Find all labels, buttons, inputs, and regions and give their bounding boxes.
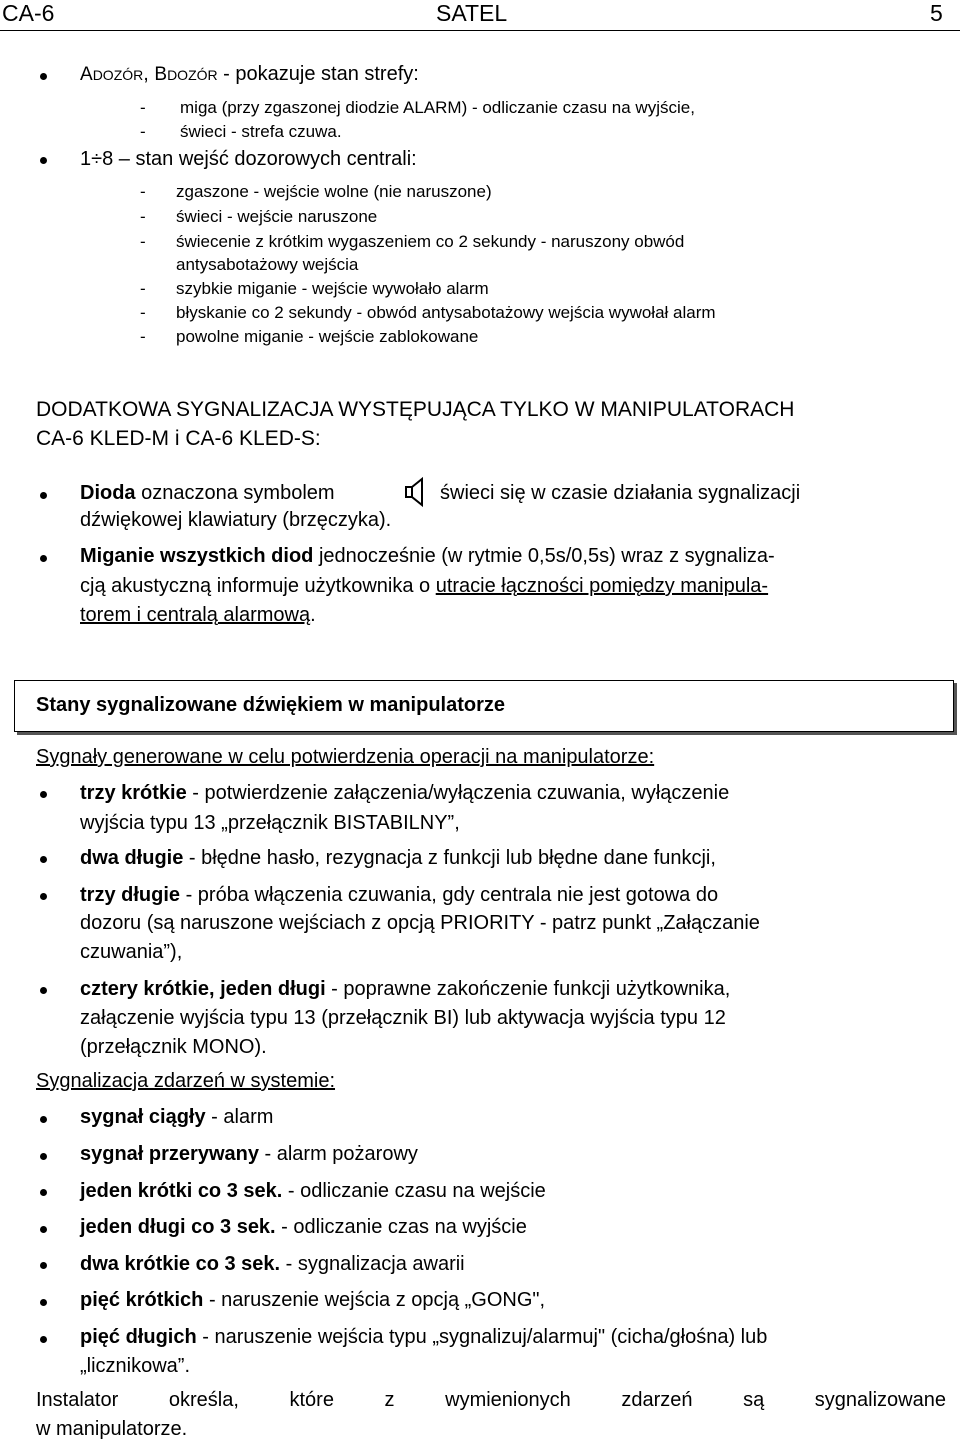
bullet	[40, 157, 47, 164]
miganie-line1: Miganie wszystkich diod jednocześnie (w rytmie 0,5s/0,5s) wraz z sygnaliza-	[80, 545, 775, 567]
potw-item-line: trzy krótkie - potwierdzenie załączenia/wyłączenia czuwania, wyłączenie	[80, 782, 730, 804]
wejscia-line: 1÷8 – stan wejść dozorowych centrali:	[80, 148, 417, 170]
bullet	[40, 893, 47, 900]
bullet	[40, 791, 47, 798]
bullet	[40, 555, 47, 562]
potw-item-line: dozoru (są naruszone wejściach z opcją PRIORITY - patrz punkt „Załączanie	[80, 912, 760, 934]
potw-item-line: (przełącznik MONO).	[80, 1036, 267, 1058]
zdarzenie-item: sygnał przerywany - alarm pożarowy	[80, 1143, 418, 1165]
dodatkowa-line2: CA-6 KLED-M i CA-6 KLED-S:	[36, 427, 321, 450]
zdarzenie-item: dwa krótkie co 3 sek. - sygnalizacja awarii	[80, 1253, 465, 1275]
dioda-line2: dźwiękowej klawiatury (brzęczyka).	[80, 509, 392, 531]
bullet	[40, 1262, 47, 1269]
miganie-line2: cją akustyczną informuje użytkownika o utracie łączności pomiędzy manipula-	[80, 575, 769, 597]
potw-item-line: dwa długie - błędne hasło, rezygnacja z funkcji lub błędne dane funkcji,	[80, 847, 716, 869]
potw-item-line: czuwania”),	[80, 941, 183, 963]
zdarzenie-item: jeden krótki co 3 sek. - odliczanie czasu na wejście	[80, 1180, 546, 1202]
bullet	[40, 73, 47, 80]
bullet	[40, 1116, 47, 1123]
wejscia-item: szybkie miganie - wejście wywołało alarm	[176, 279, 489, 298]
bullet	[40, 1336, 47, 1343]
wejscia-item: powolne miganie - wejście zablokowane	[176, 327, 479, 346]
miganie-line3: torem i centralą alarmową.	[80, 604, 316, 626]
wejscia-item: błyskanie co 2 sekundy - obwód antysabotażowy wejścia wywołał alarm	[176, 303, 716, 322]
bullet	[40, 987, 47, 994]
bullet	[40, 1189, 47, 1196]
speaker-icon	[404, 476, 428, 508]
footer-line2: w manipulatorze.	[36, 1418, 188, 1440]
zdarzenie-item: pięć długich - naruszenie wejścia typu „sygnalizuj/alarmuj" (cicha/głośna) lub	[80, 1326, 768, 1348]
zdarzenie-item-cont: „licznikowa”.	[80, 1355, 191, 1377]
strefy-item: świeci - strefa czuwa.	[180, 122, 342, 141]
bullet	[40, 1299, 47, 1306]
strefy-item: miga (przy zgaszonej diodzie ALARM) - odliczanie czasu na wyjście,	[180, 98, 695, 117]
header-rule	[0, 30, 960, 31]
strefy-line: ADOZÓR, BDOZÓR - pokazuje stan strefy:	[80, 63, 419, 85]
footer-line1: Instalator określa, które z wymienionych zdarzeń są sygnalizowane	[36, 1389, 946, 1411]
wejscia-item: świeci - wejście naruszone	[176, 207, 378, 226]
bullet	[40, 1153, 47, 1160]
potw-item-line: załączenie wyjścia typu 13 (przełącznik BI) lub aktywacja wyjścia typu 12	[80, 1007, 726, 1029]
header-center: SATEL	[436, 0, 508, 26]
zdarzenie-item: sygnał ciągły - alarm	[80, 1106, 274, 1128]
bullet	[40, 1226, 47, 1233]
bullet	[40, 856, 47, 863]
potw-item-line: wyjścia typu 13 „przełącznik BISTABILNY”,	[80, 812, 460, 834]
zdarzenie-item: pięć krótkich - naruszenie wejścia z opcją „GONG",	[80, 1289, 546, 1311]
potwierdzenia-heading: Sygnały generowane w celu potwierdzenia operacji na manipulatorze:	[36, 746, 655, 768]
zdarzenia-heading: Sygnalizacja zdarzeń w systemie:	[36, 1070, 336, 1092]
wejscia-item: świecenie z krótkim wygaszeniem co 2 sekundy - naruszony obwód	[176, 232, 685, 251]
wejscia-item-cont: antysabotażowy wejścia	[176, 255, 359, 274]
header-page-number: 5	[930, 0, 943, 26]
section-title: Stany sygnalizowane dźwiękiem w manipulatorze	[36, 694, 506, 716]
zdarzenie-item: jeden długi co 3 sek. - odliczanie czas na wyjście	[80, 1216, 527, 1238]
potw-item-line: cztery krótkie, jeden długi - poprawne zakończenie funkcji użytkownika,	[80, 978, 731, 1000]
dioda-line1: Dioda oznaczona symbolem	[80, 482, 335, 504]
dioda-line1b: świeci się w czasie działania sygnalizacji	[440, 482, 801, 504]
wejscia-item: zgaszone - wejście wolne (nie naruszone)	[176, 182, 492, 201]
header-left: CA-6	[2, 0, 55, 26]
bullet	[40, 492, 47, 499]
potw-item-line: trzy długie - próba włączenia czuwania, gdy centrala nie jest gotowa do	[80, 884, 719, 906]
dodatkowa-line1: DODATKOWA SYGNALIZACJA WYSTĘPUJĄCA TYLKO W MANIPULATORACH	[36, 398, 795, 421]
